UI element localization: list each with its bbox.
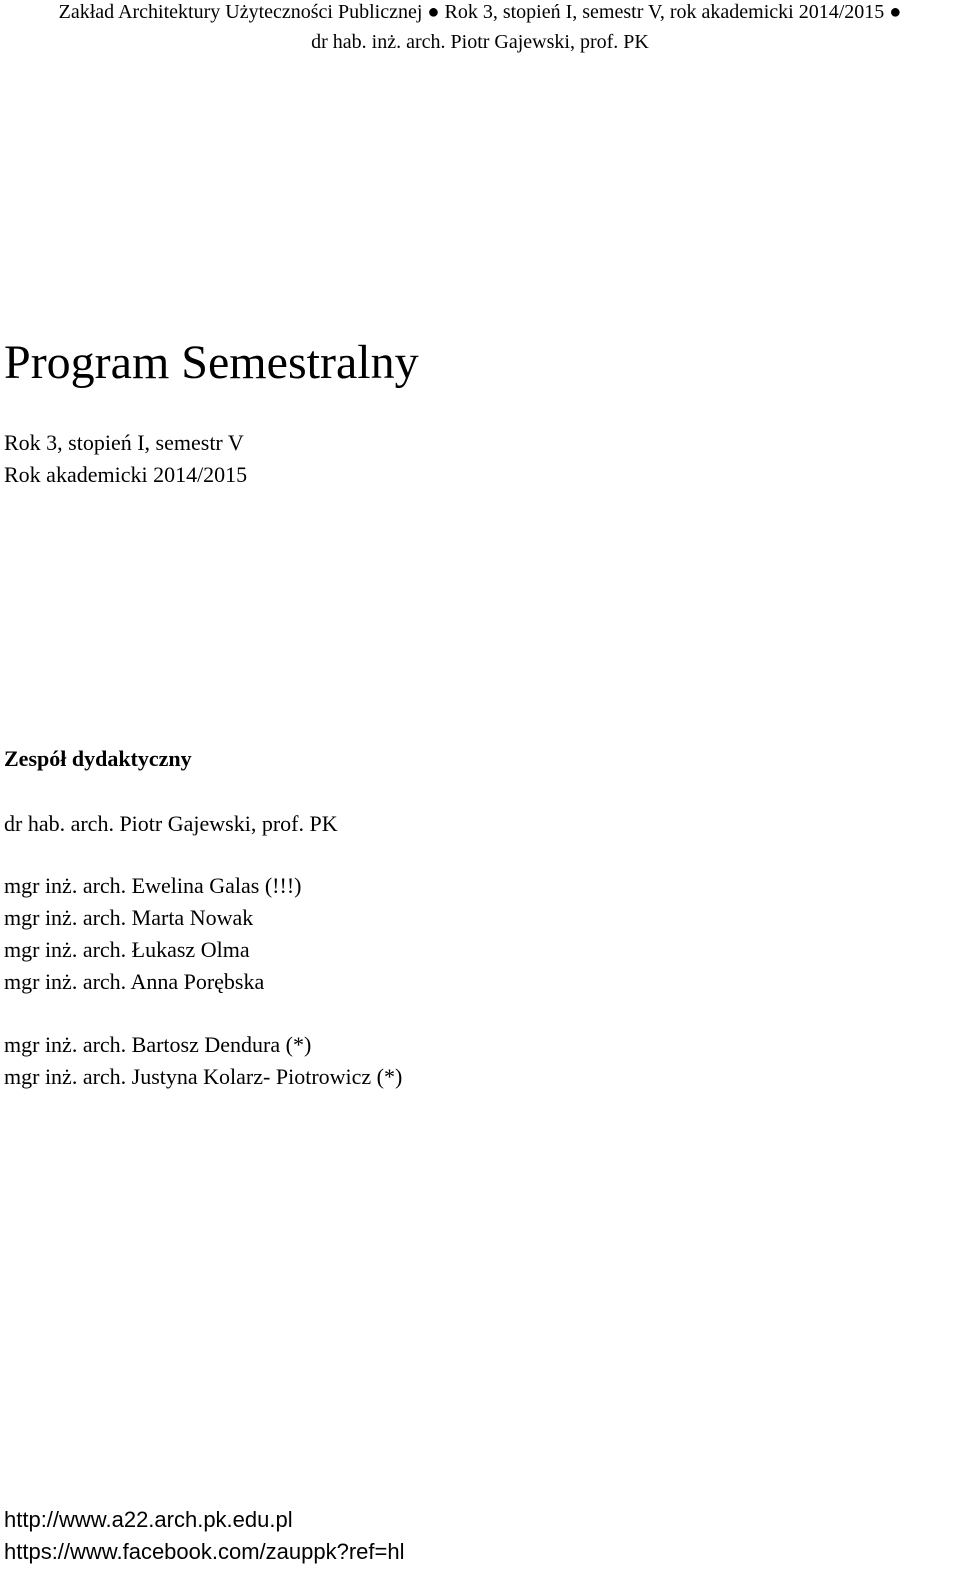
team-member-item: dr hab. arch. Piotr Gajewski, prof. PK xyxy=(4,811,338,836)
running-header-author: dr hab. inż. arch. Piotr Gajewski, prof. PK xyxy=(311,31,649,53)
team-member-item: mgr inż. arch. Justyna Kolarz- Piotrowicz (*) xyxy=(4,1064,403,1089)
team-member-item: mgr inż. arch. Łukasz Olma xyxy=(4,937,250,962)
running-header-line: Zakład Architektury Użyteczności Publicznej ● Rok 3, stopień I, semestr V, rok akademicki 2014/2015 ● xyxy=(58,1,902,23)
subtitle-year-semester: Rok 3, stopień I, semestr V xyxy=(4,430,244,455)
team-member-item: mgr inż. arch. Marta Nowak xyxy=(4,905,254,930)
subtitle-academic-year: Rok akademicki 2014/2015 xyxy=(4,462,248,487)
website-link[interactable]: http://www.a22.arch.pk.edu.pl xyxy=(4,1507,293,1532)
team-heading: Zespół dydaktyczny xyxy=(4,746,192,771)
facebook-link[interactable]: https://www.facebook.com/zauppk?ref=hl xyxy=(4,1539,405,1564)
team-member-item: mgr inż. arch. Bartosz Dendura (*) xyxy=(4,1032,312,1057)
team-member-item: mgr inż. arch. Ewelina Galas (!!!) xyxy=(4,873,302,898)
team-member-item: mgr inż. arch. Anna Porębska xyxy=(4,969,265,994)
page-title: Program Semestralny xyxy=(4,336,419,389)
